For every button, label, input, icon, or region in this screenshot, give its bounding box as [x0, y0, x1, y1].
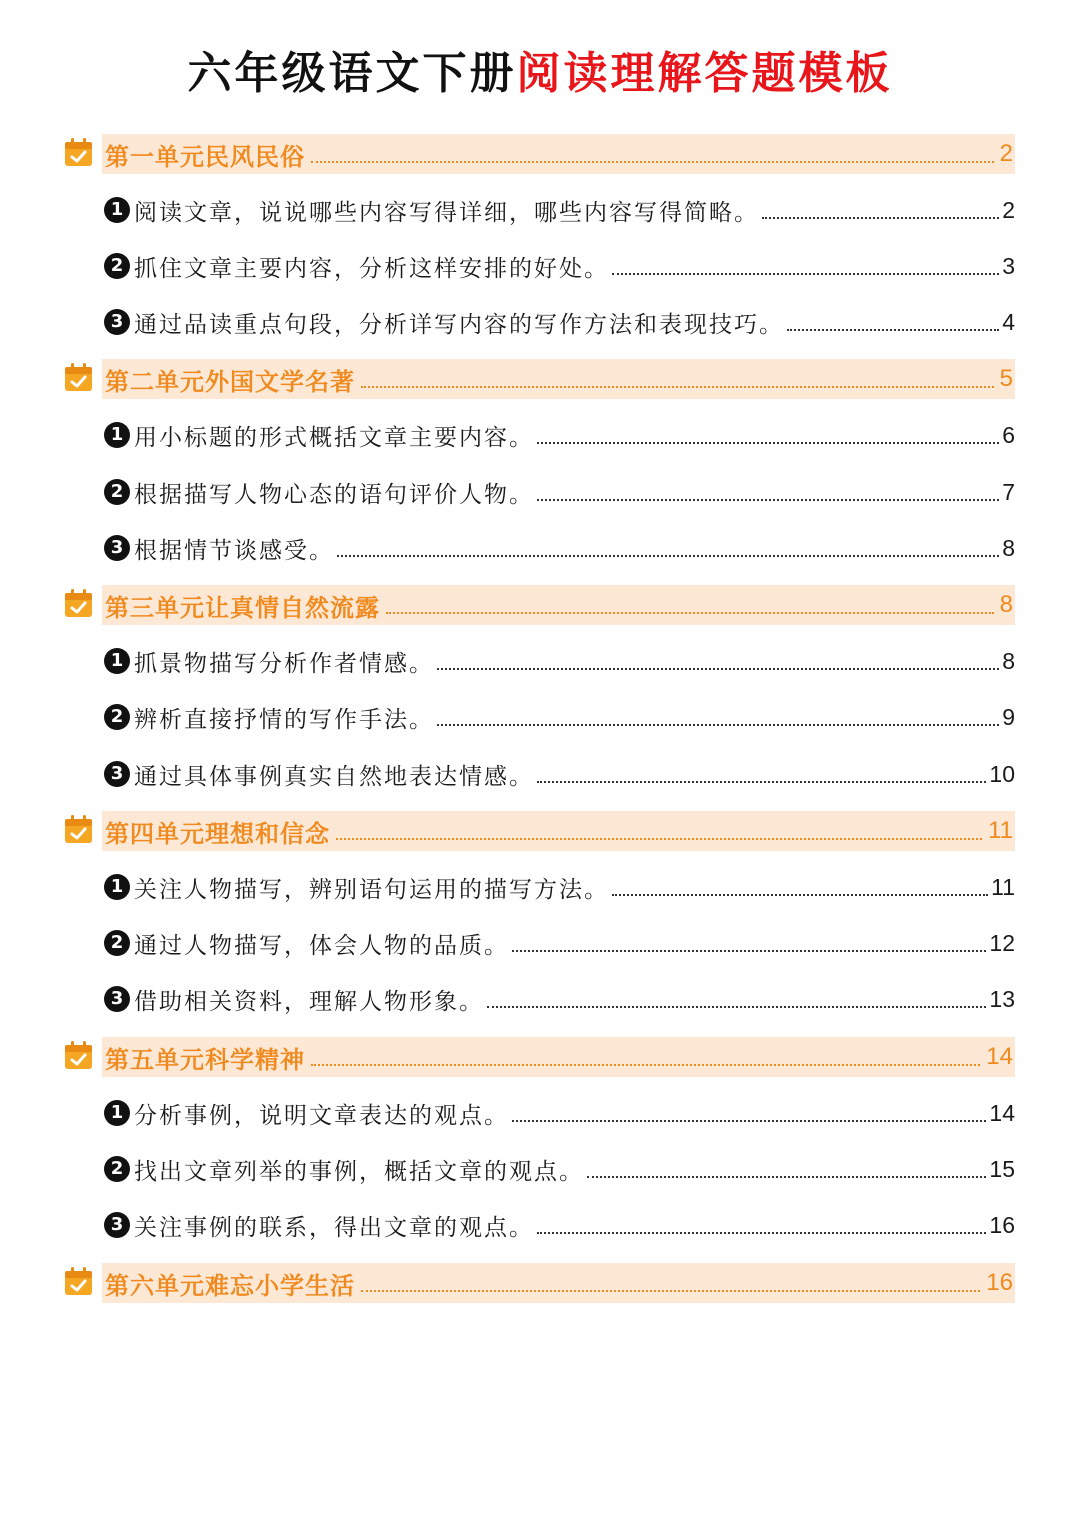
- item-page-number: 14: [989, 1099, 1015, 1126]
- dot-leader: [437, 668, 999, 670]
- unit-title: 第二单元外国文学名著: [105, 366, 355, 396]
- unit-highlight-bar: [102, 359, 1015, 399]
- number-badge: 1: [104, 648, 130, 674]
- unit-highlight-bar: [102, 585, 1015, 625]
- number-badge: 3: [104, 1212, 130, 1238]
- dot-leader: [361, 386, 994, 388]
- item-text: 找出文章列举的事例，概括文章的观点。: [134, 1158, 584, 1185]
- dot-leader: [337, 555, 999, 557]
- unit-page-number: 8: [999, 591, 1013, 618]
- dot-leader: [612, 894, 988, 896]
- dot-leader: [311, 1064, 980, 1066]
- item-page-number: 11: [991, 873, 1015, 900]
- item-text: 通过人物描写，体会人物的品质。: [134, 932, 509, 959]
- unit-title: 第五单元科学精神: [105, 1044, 305, 1074]
- unit-highlight-bar: [102, 134, 1015, 174]
- item-page-number: 12: [989, 929, 1015, 956]
- number-badge: 2: [104, 704, 130, 730]
- number-badge: 1: [104, 874, 130, 900]
- item-text: 阅读文章，说说哪些内容写得详细，哪些内容写得简略。: [134, 199, 759, 226]
- item-page-number: 3: [1002, 252, 1015, 279]
- item-page-number: 15: [989, 1155, 1015, 1182]
- calendar-check-icon: [62, 1265, 96, 1299]
- calendar-check-icon: [62, 813, 96, 847]
- toc-unit-2[interactable]: [62, 359, 1015, 399]
- item-page-number: 9: [1002, 703, 1015, 730]
- toc-unit-6[interactable]: [62, 1263, 1015, 1303]
- unit-page-number: 11: [988, 817, 1013, 844]
- item-text: 分析事例，说明文章表达的观点。: [134, 1102, 509, 1129]
- page-title: [0, 44, 1080, 104]
- dot-leader: [386, 612, 994, 614]
- dot-leader: [787, 329, 999, 331]
- toc-item[interactable]: [104, 641, 1015, 681]
- calendar-check-icon: [62, 361, 96, 395]
- dot-leader: [512, 950, 986, 952]
- toc-item[interactable]: [104, 867, 1015, 907]
- toc-item[interactable]: [104, 528, 1015, 568]
- item-page-number: 10: [989, 760, 1015, 787]
- calendar-check-icon: [62, 136, 96, 170]
- calendar-check-icon: [62, 587, 96, 621]
- toc-item[interactable]: [104, 923, 1015, 963]
- dot-leader: [336, 838, 982, 840]
- title-part-red: 阅读理解答题模板: [516, 48, 893, 99]
- toc-item[interactable]: [104, 190, 1015, 230]
- toc-unit-4[interactable]: [62, 811, 1015, 851]
- number-badge: 2: [104, 479, 130, 505]
- unit-highlight-bar: [102, 1037, 1015, 1077]
- item-text: 根据描写人物心态的语句评价人物。: [134, 481, 534, 508]
- dot-leader: [512, 1120, 986, 1122]
- number-badge: 2: [104, 253, 130, 279]
- toc-unit-1[interactable]: [62, 134, 1015, 174]
- number-badge: 1: [104, 197, 130, 223]
- unit-page-number: 5: [999, 365, 1013, 392]
- item-page-number: 16: [989, 1211, 1015, 1238]
- item-text: 借助相关资料，理解人物形象。: [134, 988, 484, 1015]
- dot-leader: [311, 161, 994, 163]
- unit-title: 第四单元理想和信念: [105, 818, 330, 848]
- toc-unit-5[interactable]: [62, 1037, 1015, 1077]
- unit-title: 第六单元难忘小学生活: [105, 1270, 355, 1300]
- dot-leader: [762, 217, 999, 219]
- toc-item[interactable]: [104, 302, 1015, 342]
- item-page-number: 7: [1002, 478, 1015, 505]
- toc-item[interactable]: [104, 754, 1015, 794]
- number-badge: 1: [104, 1100, 130, 1126]
- dot-leader: [361, 1290, 980, 1292]
- unit-title: 第三单元让真情自然流露: [105, 592, 380, 622]
- item-page-number: 6: [1002, 421, 1015, 448]
- item-text: 用小标题的形式概括文章主要内容。: [134, 424, 534, 451]
- calendar-check-icon: [62, 1039, 96, 1073]
- item-text: 根据情节谈感受。: [134, 537, 334, 564]
- number-badge: 3: [104, 761, 130, 787]
- item-page-number: 8: [1002, 534, 1015, 561]
- title-part-black: 六年级语文下册: [187, 48, 517, 99]
- toc-item[interactable]: [104, 979, 1015, 1019]
- unit-page-number: 14: [986, 1043, 1013, 1070]
- dot-leader: [487, 1006, 986, 1008]
- number-badge: 2: [104, 930, 130, 956]
- number-badge: 3: [104, 986, 130, 1012]
- unit-highlight-bar: [102, 811, 1015, 851]
- toc-item[interactable]: [104, 1093, 1015, 1133]
- item-text: 关注事例的联系，得出文章的观点。: [134, 1214, 534, 1241]
- item-text: 抓景物描写分析作者情感。: [134, 650, 434, 677]
- item-text: 通过品读重点句段，分析详写内容的写作方法和表现技巧。: [134, 311, 784, 338]
- item-text: 辨析直接抒情的写作手法。: [134, 706, 434, 733]
- item-text: 抓住文章主要内容，分析这样安排的好处。: [134, 255, 609, 282]
- dot-leader: [587, 1176, 986, 1178]
- item-text: 通过具体事例真实自然地表达情感。: [134, 763, 534, 790]
- unit-highlight-bar: [102, 1263, 1015, 1303]
- unit-page-number: 16: [986, 1269, 1013, 1296]
- item-page-number: 2: [1002, 196, 1015, 223]
- number-badge: 2: [104, 1156, 130, 1182]
- toc-item[interactable]: [104, 697, 1015, 737]
- dot-leader: [537, 499, 999, 501]
- number-badge: 3: [104, 309, 130, 335]
- dot-leader: [537, 781, 986, 783]
- unit-title: 第一单元民风民俗: [105, 141, 305, 171]
- item-page-number: 4: [1002, 308, 1015, 335]
- number-badge: 1: [104, 422, 130, 448]
- dot-leader: [537, 1232, 986, 1234]
- unit-page-number: 2: [999, 140, 1013, 167]
- item-text: 关注人物描写，辨别语句运用的描写方法。: [134, 876, 609, 903]
- number-badge: 3: [104, 535, 130, 561]
- toc-unit-3[interactable]: [62, 585, 1015, 625]
- toc-item[interactable]: [104, 246, 1015, 286]
- item-page-number: 13: [989, 985, 1015, 1012]
- toc-item[interactable]: [104, 472, 1015, 512]
- toc-item[interactable]: [104, 1205, 1015, 1245]
- item-page-number: 8: [1002, 647, 1015, 674]
- dot-leader: [537, 442, 999, 444]
- toc-item[interactable]: [104, 1149, 1015, 1189]
- toc-item[interactable]: [104, 415, 1015, 455]
- dot-leader: [612, 273, 999, 275]
- dot-leader: [437, 724, 999, 726]
